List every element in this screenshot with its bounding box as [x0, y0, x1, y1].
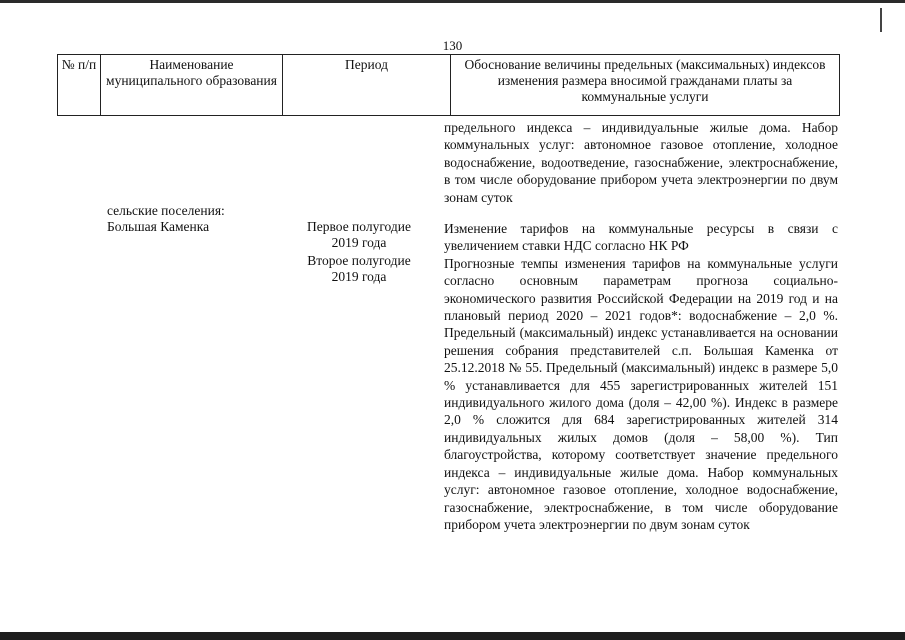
scan-top-edge	[0, 0, 905, 3]
table-header	[57, 54, 840, 116]
header-period: Период	[283, 55, 451, 116]
header-num: № п/п	[58, 55, 101, 116]
page-number: 130	[442, 38, 463, 53]
section-label: сельские поселения:	[107, 203, 225, 218]
period-first-half: Первое полугодие 2019 года	[307, 219, 411, 250]
justification-vat: Изменение тарифов на коммунальные ресурсы в связи с увеличением ставки НДС согласно НК РФ	[444, 221, 838, 254]
scan-mark	[880, 8, 882, 32]
scan-bottom-edge	[0, 632, 905, 640]
justification-forecast: Прогнозные темпы изменения тарифов на коммунальные услуги согласно основным параметрам прогноза социально-экономического развития Российской Федерации на 2019 год и на плановый период 2020 – 2021 годов*: водоснабжение – 2,0 %. Предельный (максимальный) индекс устанавливается на основании решения собрания представителей с.п. Большая Каменка от 25.12.2018 № 55. Предельный (максимальный) индекс в размере 5,0 % устанавливается для 455 зарегистрированных жителей 151 индивидуального жилого дома (доля – 42,00 %). Индекс в размере 2,0 % сложится для 684 зарегистрированных жителей 314 индивидуальных жилых домов (доля – 58,00 %). Тип благоустройства, которому соответствует значение предельного индекса – индивидуальные жилые дома. Набор коммунальных услуг: автономное газовое отопление, холодное водоснабжение, газоснабжение, электроснабжение, в том числе оборудование прибором учета электроэнергии по двум зонам суток	[444, 255, 838, 532]
municipality-name: Большая Каменка	[107, 219, 210, 234]
header-justification: Обоснование величины предельных (максимальных) индексов изменения размера вносимой гражданами платы за коммунальные услуги	[451, 55, 840, 116]
header-municipality-name: Наименование муниципального образования	[101, 55, 283, 116]
period-second-half: Второе полугодие 2019 года	[307, 253, 411, 284]
table-header-row	[58, 55, 840, 116]
continued-text: предельного индекса – индивидуальные жилые дома. Набор коммунальных услуг: автономное газовое отопление, холодное водоснабжение, водоотведение, газоснабжение, электроснабжение, в том числе оборудование прибором учета электроэнергии по двум зонам суток	[444, 120, 838, 205]
continued-justification	[444, 119, 838, 206]
entry-justification	[444, 220, 838, 533]
